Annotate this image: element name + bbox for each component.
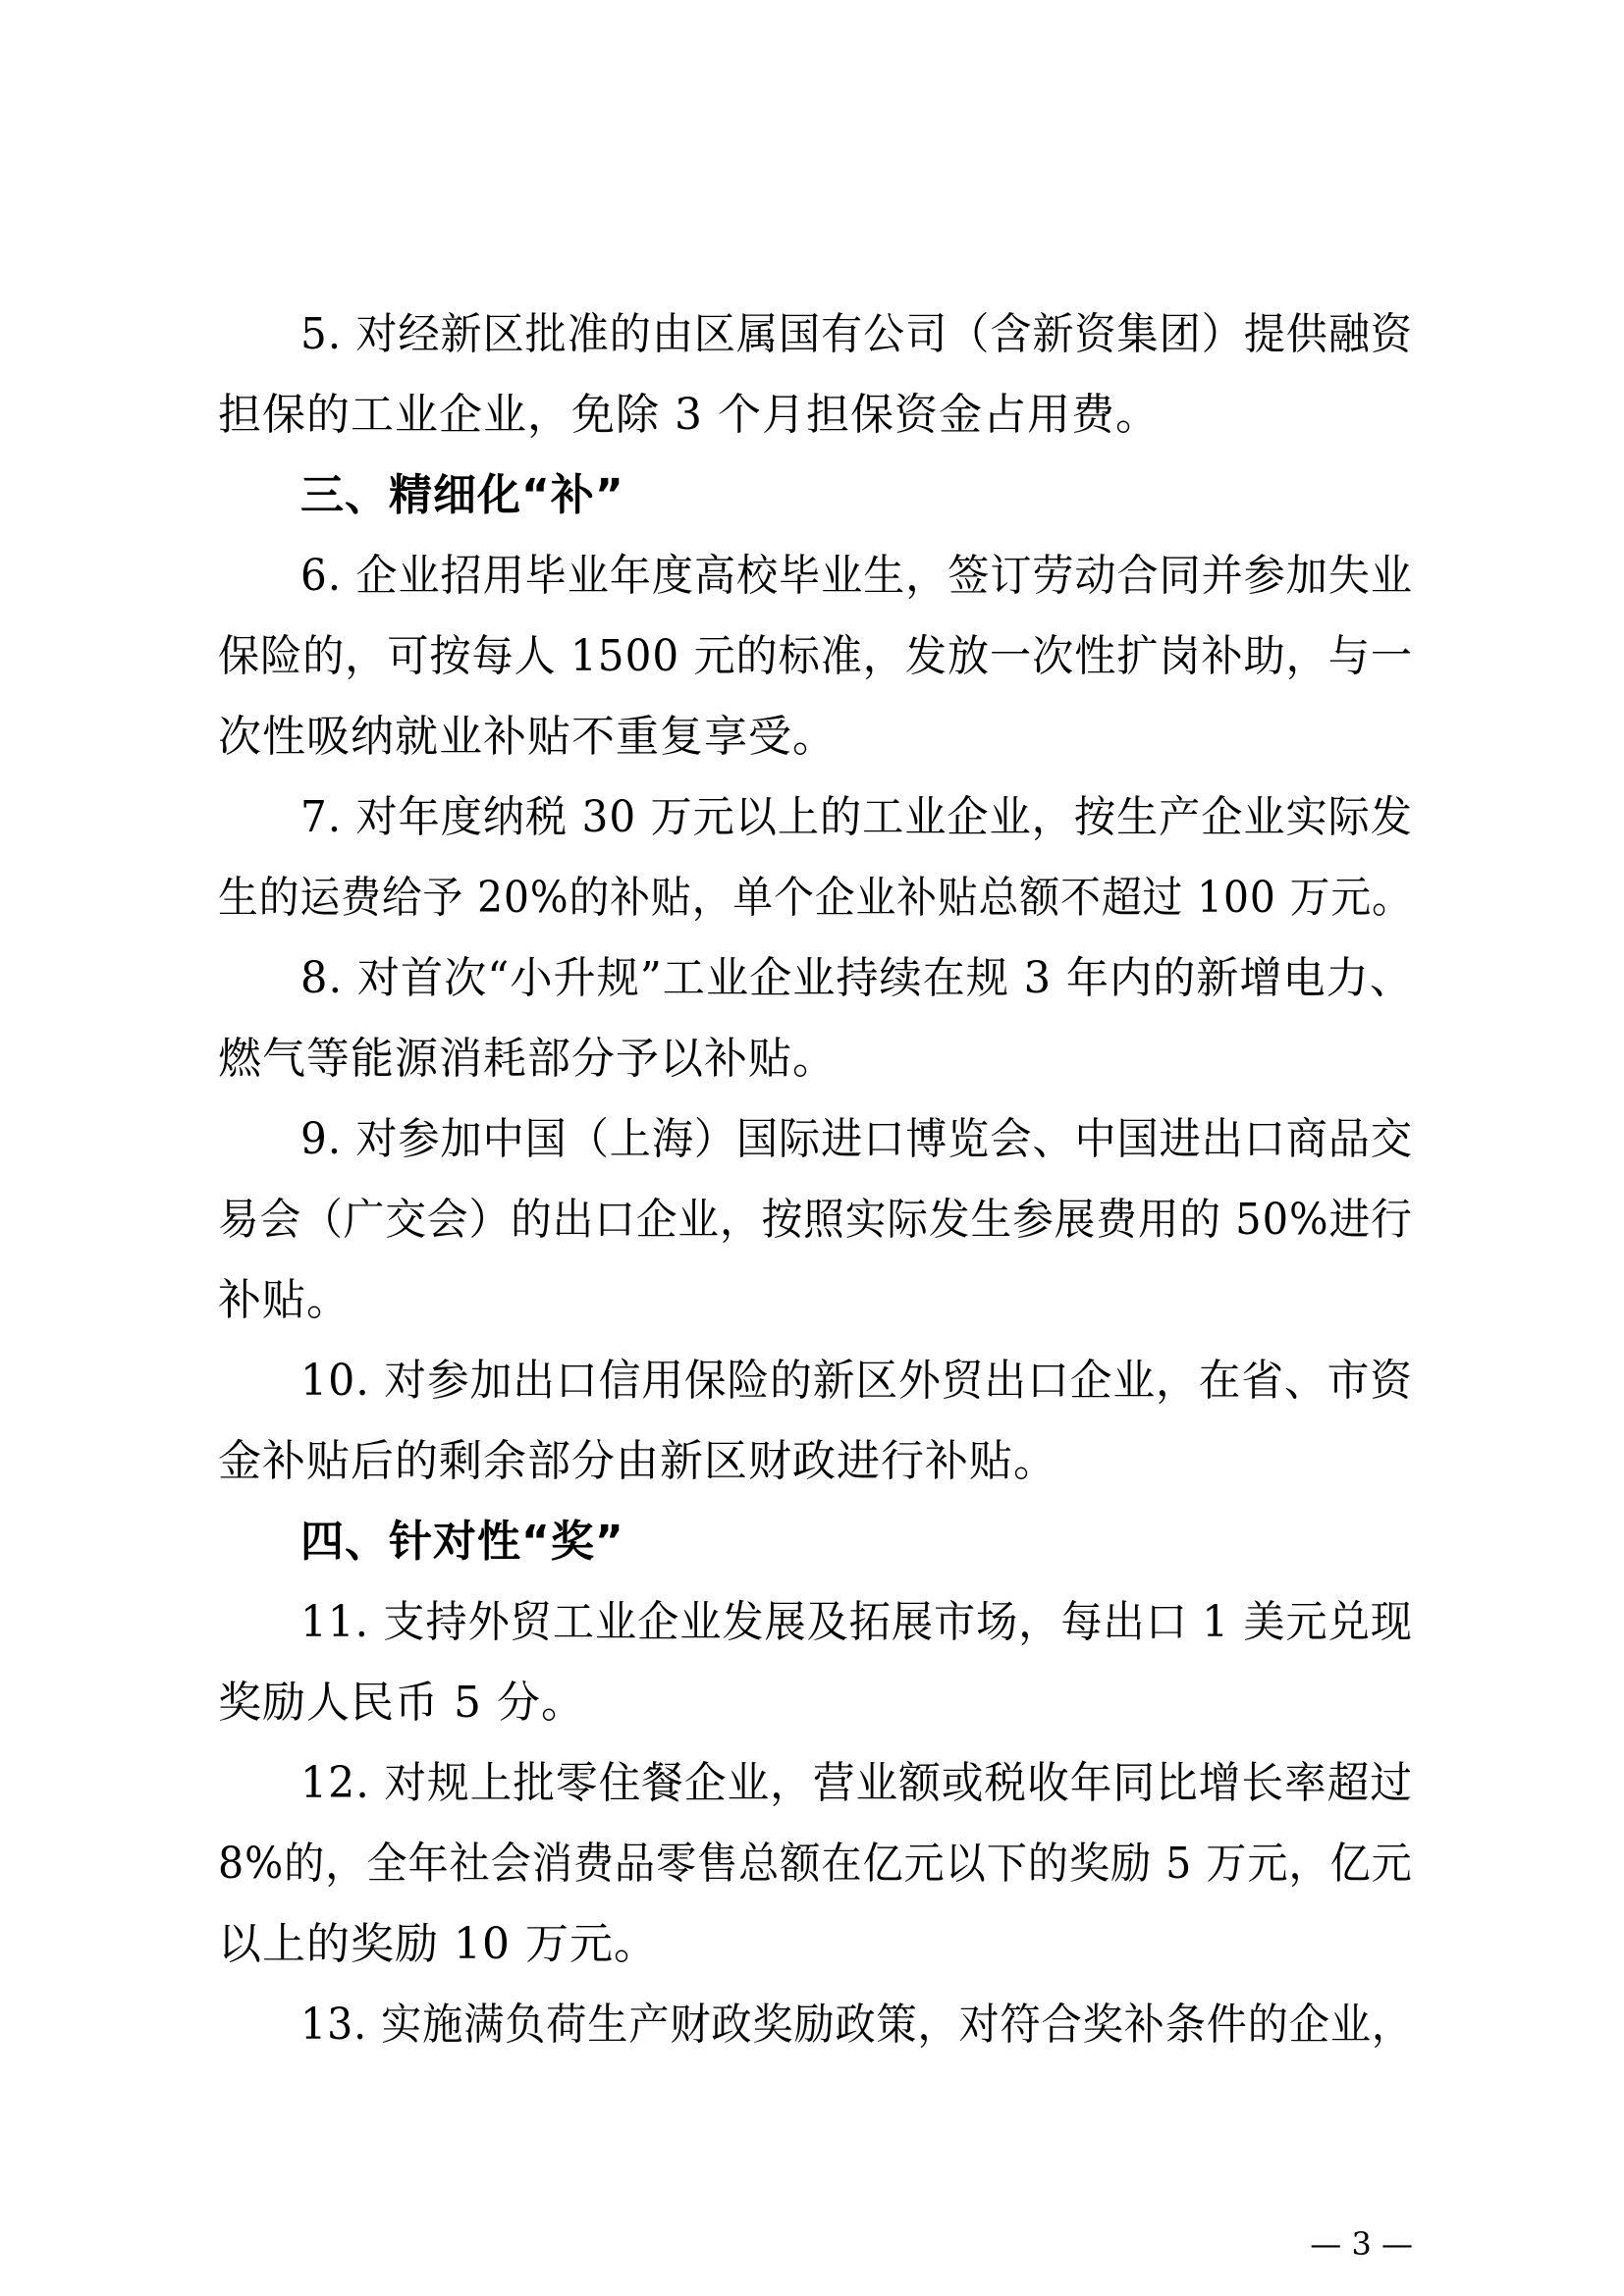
item-12-line-1: 12. 对规上批零住餐企业，营业额或税收年同比增长率超过 [300, 1758, 1413, 1808]
item-6-line-3: 次性吸纳就业补贴不重复享受。 [218, 712, 837, 762]
item-10-line-1: 10. 对参加出口信用保险的新区外贸出口企业，在省、市资 [300, 1356, 1413, 1406]
item-8-line-1: 8. 对首次“小升规”工业企业持续在规 3 年内的新增电力、 [300, 953, 1413, 1003]
item-6-line-2: 保险的，可按每人 1500 元的标准，发放一次性扩岗补助，与一 [218, 631, 1413, 681]
section-4-heading: 四、针对性“奖” [300, 1517, 624, 1567]
item-9-line-2: 易会（广交会）的出口企业，按照实际发生参展费用的 50%进行 [218, 1195, 1413, 1245]
item-12-line-3: 以上的奖励 10 万元。 [218, 1919, 658, 1969]
item-7-line-1: 7. 对年度纳税 30 万元以上的工业企业，按生产企业实际发 [300, 792, 1413, 842]
item-11-line-1: 11. 支持外贸工业企业发展及拓展市场，每出口 1 美元兑现 [300, 1597, 1413, 1647]
item-10-line-2: 金补贴后的剩余部分由新区财政进行补贴。 [218, 1436, 1057, 1486]
item-5-line-2: 担保的工业企业，免除 3 个月担保资金占用费。 [218, 390, 1160, 440]
item-12-line-2: 8%的，全年社会消费品零售总额在亿元以下的奖励 5 万元，亿元 [218, 1839, 1413, 1889]
item-8-line-2: 燃气等能源消耗部分予以补贴。 [218, 1034, 837, 1084]
item-7-line-2: 生的运费给予 20%的补贴，单个企业补贴总额不超过 100 万元。 [218, 873, 1413, 923]
item-13-line-1: 13. 实施满负荷生产财政奖励政策，对符合奖补条件的企业， [300, 2000, 1413, 2050]
section-3-heading: 三、精细化“补” [300, 470, 624, 520]
item-5-line-1: 5. 对经新区批准的由区属国有公司（含新资集团）提供融资 [300, 309, 1413, 359]
item-9-line-3: 补贴。 [218, 1275, 351, 1325]
item-11-line-2: 奖励人民币 5 分。 [218, 1678, 585, 1728]
item-9-line-1: 9. 对参加中国（上海）国际进口博览会、中国进出口商品交 [300, 1114, 1413, 1164]
page-number: — 3 — [1310, 2225, 1413, 2263]
item-6-line-1: 6. 企业招用毕业年度高校毕业生，签订劳动合同并参加失业 [300, 551, 1413, 601]
